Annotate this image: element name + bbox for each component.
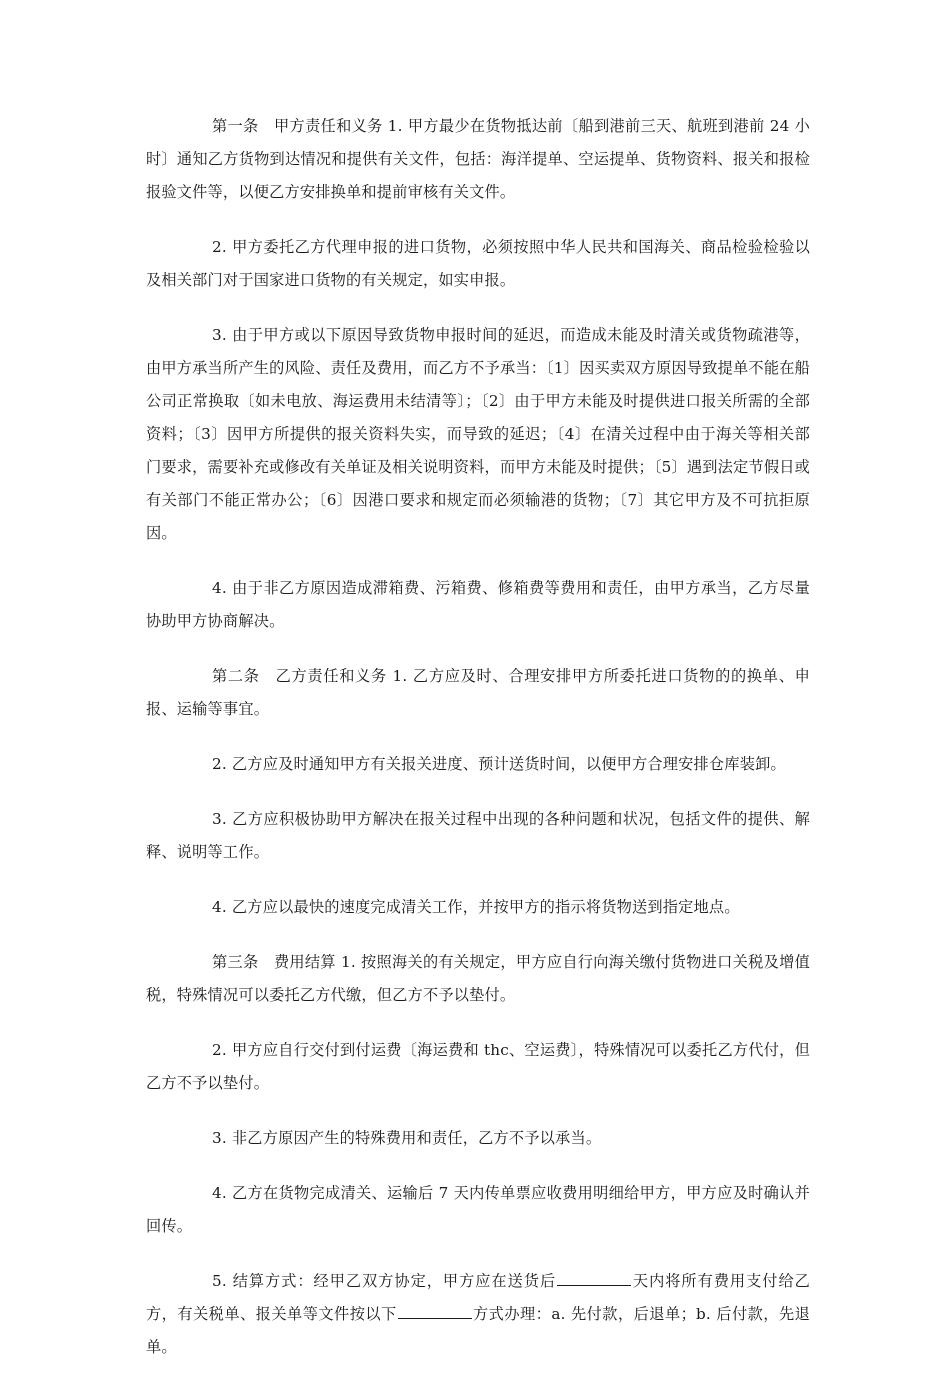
article-2-clause-2: 2. 乙方应及时通知甲方有关报关进度、预计送货时间，以便甲方合理安排仓库装卸。 <box>212 755 786 773</box>
settlement-text-part-2: 天内将所有费用支付给乙方，有关税单、报关单等文件按以下 <box>146 1272 811 1323</box>
article-2-clause-1: 第二条 乙方责任和义务 1. 乙方应及时、合理安排甲方所委托进口货物的的换单、申报、运输等事宜。 <box>146 667 810 718</box>
article-2-clause-3: 3. 乙方应积极协助甲方解决在报关过程中出现的各种问题和状况，包括文件的提供、解释、说明等工作。 <box>146 810 810 861</box>
article-1-clause-4: 4. 由于非乙方原因造成滞箱费、污箱费、修箱费等费用和责任，由甲方承当，乙方尽量协助甲方协商解决。 <box>146 579 810 630</box>
article-1-clause-2: 2. 甲方委托乙方代理申报的进口货物，必须按照中华人民共和国海关、商品检验检验以及相关部门对于国家进口货物的有关规定，如实申报。 <box>146 238 810 289</box>
article-1-clause-1: 第一条 甲方责任和义务 1. 甲方最少在货物抵达前〔船到港前三天、航班到港前 24 小时〕通知乙方货物到达情况和提供有关文件，包括：海洋提单、空运提单、货物资料、报关和报检报验文件等，以便乙方安排换单和提前审核有关文件。 <box>146 117 810 201</box>
article-3-clause-5 <box>146 1265 810 1364</box>
article-3-clause-4: 4. 乙方在货物完成清关、运输后 7 天内传单票应收费用明细给甲方，甲方应及时确认并回传。 <box>146 1184 810 1235</box>
article-3-clause-1: 第三条 费用结算 1. 按照海关的有关规定，甲方应自行向海关缴付货物进口关税及增值税，特殊情况可以委托乙方代缴，但乙方不予以垫付。 <box>146 953 810 1004</box>
settlement-text-part-3: 方式办理：a. 先付款，后退单；b. 后付款，先退单。 <box>146 1305 811 1356</box>
settlement-text-part-1: 5. 结算方式：经甲乙双方协定，甲方应在送货后 <box>212 1272 557 1290</box>
days-blank-line <box>557 1284 631 1286</box>
article-3-clause-3: 3. 非乙方原因产生的特殊费用和责任，乙方不予以承当。 <box>212 1129 602 1147</box>
article-3-clause-2: 2. 甲方应自行交付到付运费〔海运费和 thc、空运费〕，特殊情况可以委托乙方代付，但乙方不予以垫付。 <box>146 1041 810 1092</box>
method-blank-line <box>398 1317 472 1319</box>
contract-body <box>146 110 810 1386</box>
article-2-clause-4: 4. 乙方应以最快的速度完成清关工作，并按甲方的指示将货物送到指定地点。 <box>212 898 740 916</box>
article-1-clause-3: 3. 由于甲方或以下原因导致货物申报时间的延迟，而造成未能及时清关或货物疏港等，由甲方承当所产生的风险、责任及费用，而乙方不予承当：〔1〕因买卖双方原因导致提单不能在船公司正常换取〔如未电放、海运费用未结清等〕；〔2〕由于甲方未能及时提供进口报关所需的全部资料；〔3〕因甲方所提供的报关资料失实，而导致的延迟；〔4〕在清关过程中由于海关等相关部门要求，需要补充或修改有关单证及相关说明资料，而甲方未能及时提供；〔5〕遇到法定节假日或有关部门不能正常办公；〔6〕因港口要求和规定而必须输港的货物；〔7〕其它甲方及不可抗拒原因。 <box>146 326 810 542</box>
